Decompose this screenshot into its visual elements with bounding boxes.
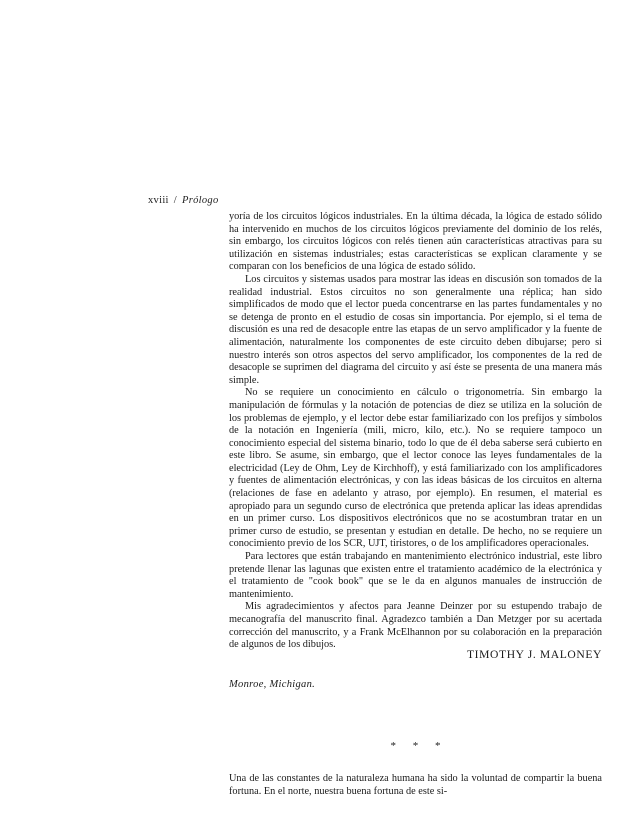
paragraph-2: Los circuitos y sistemas usados para mostrar las ideas en discusión son tomados de la realidad industrial. Estos circuitos no son generalmente una réplica; han sido simplificados de modo que el lector pueda concentrarse en las partes fundamentales y no se detenga de pronto en el estudio de cosas sin importancia. Por ejemplo, si el tema de discusión es una red de desacople entre las etapas de un servo amplificador y la fuente de alimentación, naturalmente los componentes de este circuito deben dibujarse; pero si nuestro interés son otros aspectos del servo amplificador, los componentes de la red de desacople se suprimen del diagrama del circuito y así éste se presenta de una manera más simple.	[229, 273, 602, 386]
paragraph-1: yoría de los circuitos lógicos industriales. En la última década, la lógica de estado sólido ha intervenido en muchos de los circuitos lógicos previamente del dominio de los relés, sin embargo, los circuitos lógicos con relés tienen aún características atractivas para su utilización en sistemas industriales; estas características se explican claramente y se comparan con los beneficios de una lógica de estado sólido.	[229, 211, 602, 273]
section-title: Prólogo	[181, 195, 219, 206]
page-number: xviii	[148, 195, 169, 206]
paragraph-5: Mis agradecimientos y afectos para Jeanne Deinzer por su estupendo trabajo de mecanografía del manuscrito final. Agradezco también a Dan Metzger por su acertada corrección del manuscrito, y a Frank McElhannon por su colaboración en la preparación de algunos de los dibujos.	[229, 601, 602, 651]
author-signature: TIMOTHY J. MALONEY	[467, 648, 602, 661]
paragraph-4: Para lectores que están trabajando en mantenimiento electrónico industrial, este libro pretende llenar las lagunas que existen entre el tratamiento académico de la electrónica y el tratamiento de "cook book" que se le da en algunos manuales de instrucción de mantenimiento.	[229, 551, 602, 600]
paragraph-3: No se requiere un conocimiento en cálculo o trigonometría. Sin embargo la manipulación de fórmulas y la notación de potencias de diez se utiliza en la solución de los problemas de ejemplo, y el lector debe estar familiarizado con los prefijos y símbolos de la notación en Ingeniería (mili, micro, kilo, etc.). No se requiere tampoco un conocimiento especial del sistema binario, todo lo que de él deba saberse será cubierto en este libro. Se asume, sin embargo, que el lector conoce las leyes fundamentales de la electricidad (Ley de Ohm, Ley de Kirchhoff), y está familiarizado con los amplificadores y fuentes de alimentación electrónicas, y con las ideas básicas de los circuitos en alterna (relaciones de fase en adelanto y atraso, por ejemplo). En resumen, el material es apropiado para un segundo curso de electrónica que pretenda aplicar las ideas aprendidas en un primer curso. Los dispositivos electrónicos que no se acostumbran tratar en un primer curso de estudio, se presentan y estudian en detalle. De hecho, no se requiere un conocimiento previo de los SCR, UJT, tiristores, o de los amplificadores operacionales.	[229, 387, 602, 550]
section-break-stars: * * *	[390, 740, 441, 752]
continuation-text	[229, 773, 602, 798]
running-header	[148, 195, 219, 206]
preface-body	[229, 211, 602, 652]
header-separator: /	[173, 195, 177, 206]
signature-location: Monroe, Michigan.	[229, 679, 316, 690]
continuation-paragraph: Una de las constantes de la naturaleza humana ha sido la voluntad de compartir la buena fortuna. En el norte, nuestra buena fortuna de este si-	[229, 773, 602, 797]
